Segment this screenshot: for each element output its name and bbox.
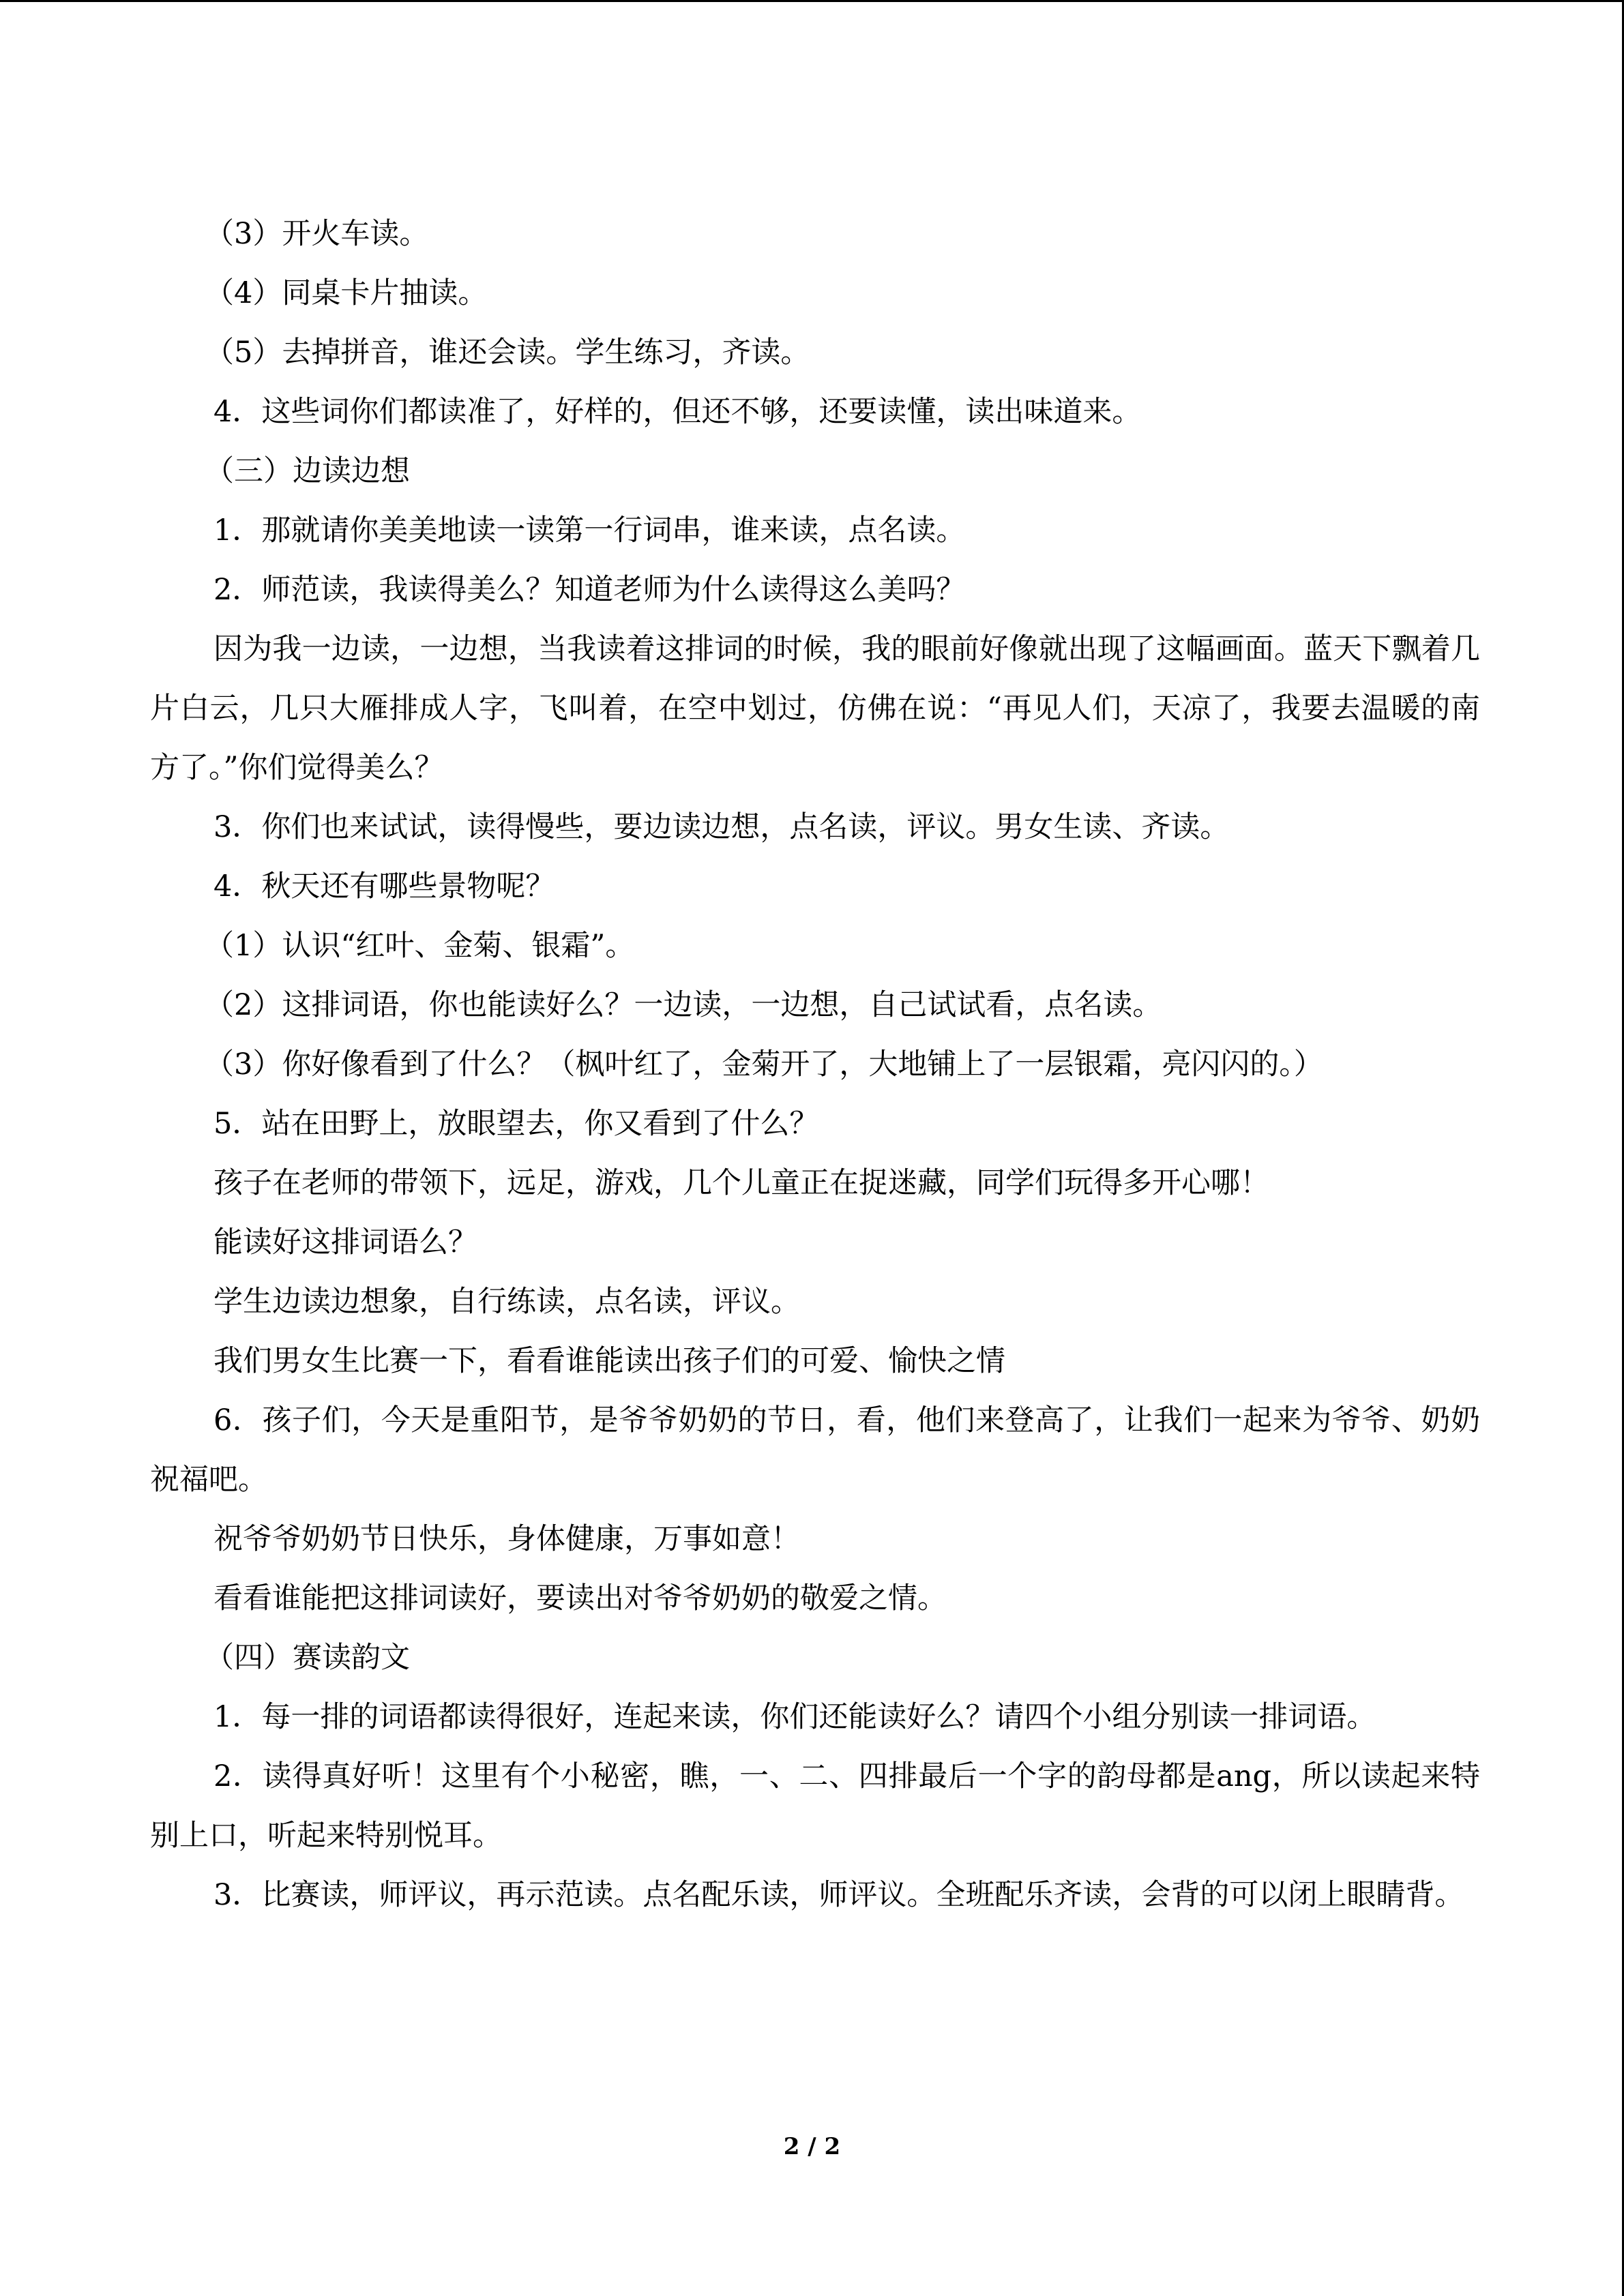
page-number: 2 / 2 (783, 2133, 841, 2160)
paragraph-line: （3）开火车读。 (205, 217, 429, 251)
paragraph-line: （5）去掉拼音，谁还会读。学生练习，齐读。 (205, 336, 810, 370)
paragraph-line: 因为我一边读，一边想，当我读着这排词的时候，我的眼前好像就出现了这幅画面。蓝天下飘着几片白云，几只大雁排成人字，飞叫着，在空中划过，仿佛在说：“再见人们，天凉了，我要去温暖的南方了。”你们觉得美么？ (150, 632, 1480, 785)
document-body (150, 205, 1480, 1925)
paragraph-line: 5．站在田野上，放眼望去，你又看到了什么？ (213, 1107, 819, 1141)
paragraph-line: 学生边读边想象，自行练读，点名读，评议。 (213, 1285, 800, 1319)
paragraph-line: 6．孩子们，今天是重阳节，是爷爷奶奶的节日，看，他们来登高了，让我们一起来为爷爷、奶奶祝福吧。 (150, 1403, 1480, 1497)
paragraph-line: 4．秋天还有哪些景物呢？ (213, 869, 555, 904)
paragraph-line: 我们男女生比赛一下，看看谁能读出孩子们的可爱、愉快之情 (213, 1344, 1005, 1378)
paragraph-line: 3．你们也来试试，读得慢些，要边读边想，点名读，评议。男女生读、齐读。 (213, 810, 1230, 844)
paragraph-line: 能读好这排词语么？ (213, 1225, 477, 1259)
paragraph-line: 2．读得真好听！这里有个小秘密，瞧，一、二、四排最后一个字的韵母都是ang，所以读起来特别上口，听起来特别悦耳。 (150, 1759, 1480, 1853)
paragraph-line: （三）边读边想 (205, 454, 410, 488)
paragraph-line: 孩子在老师的带领下，远足，游戏，几个儿童正在捉迷藏，同学们玩得多开心哪！ (213, 1166, 1269, 1200)
paragraph-line: （3）你好像看到了什么？（枫叶红了，金菊开了，大地铺上了一层银霜，亮闪闪的。） (205, 1047, 1323, 1082)
paragraph-line: 3．比赛读，师评议，再示范读。点名配乐读，师评议。全班配乐齐读，会背的可以闭上眼睛背。 (213, 1878, 1464, 1912)
top-border-rule (0, 0, 1624, 2)
paragraph-line: （1）认识“红叶、金菊、银霜”。 (205, 929, 635, 963)
paragraph-line: （四）赛读韵文 (205, 1641, 410, 1675)
paragraph-line: 1．每一排的词语都读得很好，连起来读，你们还能读好么？请四个小组分别读一排词语。 (213, 1700, 1376, 1734)
paragraph-line: 看看谁能把这排词读好，要读出对爷爷奶奶的敬爱之情。 (213, 1581, 947, 1615)
paragraph-line: （2）这排词语，你也能读好么？一边读，一边想，自己试试看，点名读。 (205, 988, 1162, 1022)
paragraph-line: （4）同桌卡片抽读。 (205, 276, 488, 310)
paragraph-line: 4．这些词你们都读准了，好样的，但还不够，还要读懂，读出味道来。 (213, 395, 1142, 429)
paragraph-line: 1．那就请你美美地读一读第一行词串，谁来读，点名读。 (213, 513, 966, 548)
paragraph-line: 祝爷爷奶奶节日快乐，身体健康，万事如意！ (213, 1522, 800, 1556)
paragraph-line: 2．师范读，我读得美么？知道老师为什么读得这么美吗？ (213, 573, 966, 607)
